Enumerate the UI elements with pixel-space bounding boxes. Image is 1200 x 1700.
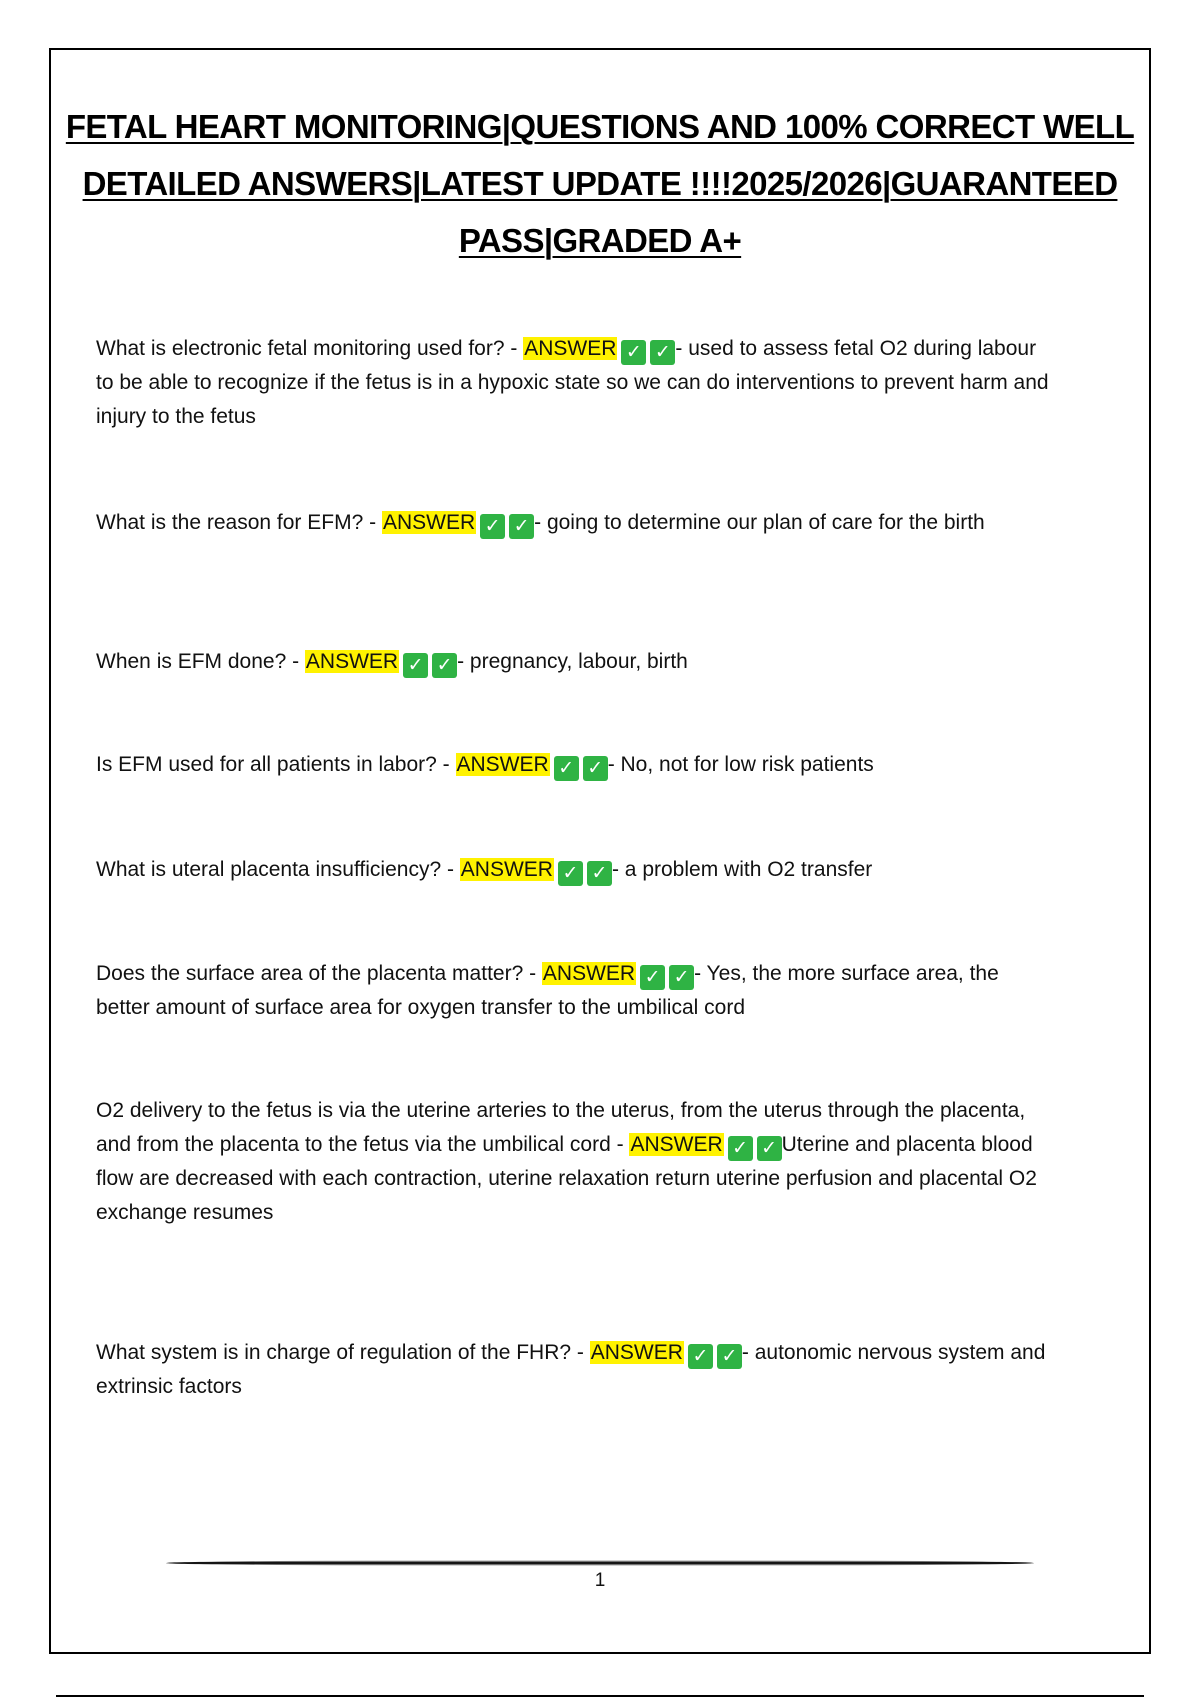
answer-label: ANSWER <box>590 1341 683 1364</box>
qa-item <box>96 957 1056 1025</box>
answer-label: ANSWER <box>542 962 636 985</box>
footer-rule <box>166 1560 1034 1566</box>
check-icon: ✓ <box>621 340 646 365</box>
question-text: What is electronic fetal monitoring used for? - <box>96 337 524 360</box>
check-icon: ✓ <box>688 1344 713 1369</box>
next-page-edge <box>56 1695 1144 1697</box>
check-icon: ✓ <box>509 514 534 539</box>
answer-label: ANSWER <box>456 753 549 776</box>
check-icon: ✓ <box>480 514 505 539</box>
question-text: Does the surface area of the placenta matter? - <box>96 962 542 985</box>
answer-text: - Yes, the more surface area, the better amount of surface area for oxygen transfer to the umbilical cord <box>96 962 999 1019</box>
check-icon: ✓ <box>757 1136 782 1161</box>
question-text: O2 delivery to the fetus is via the uterine arteries to the uterus, from the uterus through the placenta, and from the placenta to the fetus via the umbilical cord - <box>96 1099 1026 1156</box>
check-icon: ✓ <box>583 756 608 781</box>
answer-text: - pregnancy, labour, birth <box>457 650 688 673</box>
check-icon: ✓ <box>432 653 457 678</box>
question-text: Is EFM used for all patients in labor? - <box>96 753 456 776</box>
qa-item <box>96 332 1056 434</box>
answer-text: - No, not for low risk patients <box>607 753 874 776</box>
question-text: When is EFM done? - <box>96 650 305 673</box>
check-icon: ✓ <box>587 861 612 886</box>
check-icon: ✓ <box>554 756 579 781</box>
check-icon: ✓ <box>717 1344 742 1369</box>
answer-label: ANSWER <box>630 1133 723 1156</box>
qa-item <box>96 853 1056 887</box>
qa-item <box>96 645 1056 679</box>
answer-label: ANSWER <box>382 511 476 534</box>
answer-text: - autonomic nervous system and extrinsic factors <box>96 1341 1046 1398</box>
check-icon: ✓ <box>403 653 428 678</box>
qa-item <box>96 1336 1056 1404</box>
answer-label: ANSWER <box>524 337 617 360</box>
check-icon: ✓ <box>650 340 675 365</box>
check-icon: ✓ <box>669 965 694 990</box>
qa-item <box>96 506 1056 540</box>
page-border <box>49 48 1151 1654</box>
answer-text: - used to assess fetal O2 during labour to be able to recognize if the fetus is in a hypoxic state so we can do interventions to prevent harm and injury to the fetus <box>96 337 1049 428</box>
answer-text: Uterine and placenta blood flow are decreased with each contraction, uterine relaxation return uterine perfusion and placental O2 exchange resumes <box>96 1133 1037 1224</box>
check-icon: ✓ <box>728 1136 753 1161</box>
qa-item <box>96 748 1056 782</box>
question-text: What system is in charge of regulation of the FHR? - <box>96 1341 590 1364</box>
question-text: What is uteral placenta insufficiency? - <box>96 858 460 881</box>
page-number: 1 <box>594 1570 606 1591</box>
qa-item <box>96 1094 1056 1230</box>
check-icon: ✓ <box>558 861 583 886</box>
document-title: FETAL HEART MONITORING|QUESTIONS AND 100% CORRECT WELL DETAILED ANSWERS|LATEST UPDATE !!!!2025/2026|GUARANTEED PASS|GRADED A+ <box>65 108 1135 259</box>
answer-text: - going to determine our plan of care for the birth <box>534 511 985 534</box>
question-text: What is the reason for EFM? - <box>96 511 382 534</box>
answer-text: - a problem with O2 transfer <box>611 858 873 881</box>
check-icon: ✓ <box>640 965 665 990</box>
answer-label: ANSWER <box>460 858 553 881</box>
answer-label: ANSWER <box>305 650 399 673</box>
